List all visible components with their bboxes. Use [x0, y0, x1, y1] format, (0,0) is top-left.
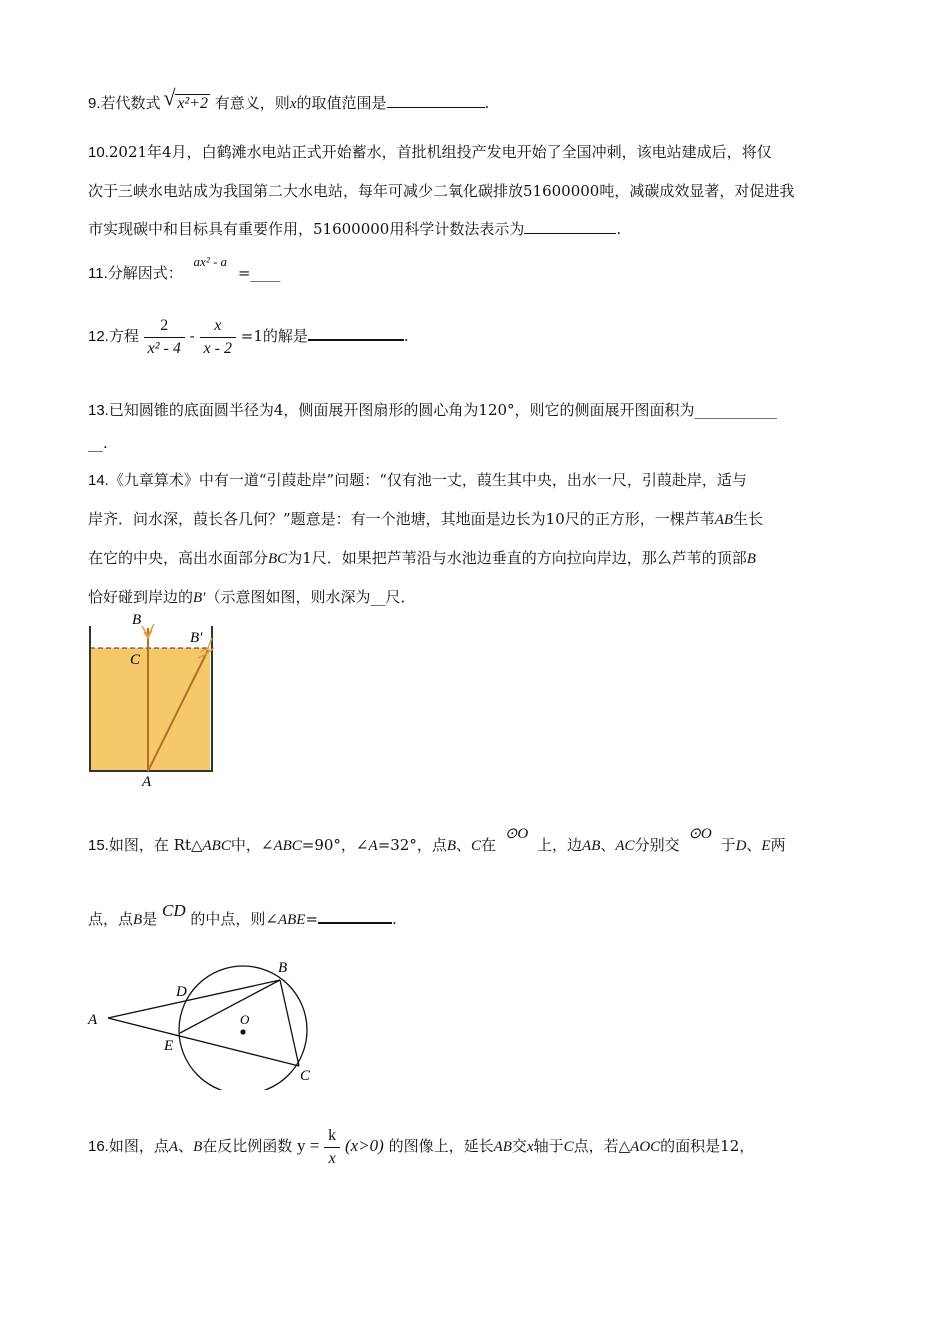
answer-blank[interactable] — [387, 93, 485, 108]
label-B: B — [278, 960, 288, 976]
label-E: E — [164, 1038, 174, 1054]
answer-blank[interactable] — [524, 219, 616, 234]
label-A: A — [142, 774, 152, 788]
circle-O — [179, 966, 307, 1090]
answer-blank[interactable] — [308, 325, 404, 341]
question-16: 16.如图，点A、B在反比例函数 y = $\frac{k}{x}$ (x>0) 的图像上，延长AB交x轴于C点，若△AOC的面积是12， — [88, 1122, 868, 1171]
center-point — [240, 1029, 245, 1034]
question-11: 11.分解因式： ax² - a =____ — [88, 254, 281, 282]
label-C: C — [300, 1068, 311, 1084]
pond-reed-diagram — [80, 608, 230, 788]
sqrt-expression: √ x²+2 — [165, 85, 210, 123]
fraction-2: $\frac{x}{x - 2}$ — [200, 315, 236, 360]
water-area — [90, 648, 210, 770]
label-A: A — [88, 1012, 98, 1028]
line-AB — [108, 980, 280, 1018]
answer-blank[interactable] — [318, 908, 392, 924]
fraction-1: $\frac{2}{\text{x² - 4}}$ — [144, 315, 185, 360]
label-B-prime: B′ — [190, 630, 203, 646]
line-BC — [280, 980, 299, 1066]
label-C: C — [130, 652, 141, 668]
question-15-line2: 点，点B是 CD 的中点，则∠ABE= . — [88, 901, 397, 928]
fraction-k-over-x: $\frac{k}{x}$ — [324, 1125, 340, 1170]
arc-CD: CD — [161, 901, 186, 920]
question-15: 15.如图，在 Rt△ABC中，∠ABC=90°，∠A=32°，点B、C在 ⊙O 上，边AB、AC分别交 ⊙O 于D、E两 — [88, 826, 786, 854]
label-O: O — [240, 1012, 250, 1027]
circle-triangle-diagram — [80, 950, 330, 1090]
question-10: 10.2021年4月，白鹤滩水电站正式开始蓄水，首批机组投产发电开始了全国冲刺，该电站建成后，将仅 次于三峡水电站成为我国第二大水电站，每年可减少二氧化碳排放51600000吨，减碳成效显著，对促进我 市实现碳中和目标具有重要作用，51600000用科学计数法表示为 . — [88, 143, 795, 238]
question-12: 12.方程 $\frac{2}{\text{x² - 4}}$ - $\frac{x}{x - 2}$ =1的解是 . — [88, 312, 868, 361]
label-D: D — [176, 984, 187, 1000]
question-9: 9.若代数式 √ x²+2 有意义，则x的取值范围是 . — [88, 84, 868, 123]
label-B: B — [132, 612, 142, 628]
question-13: 13.已知圆锥的底面圆半径为4，侧面展开图扇形的圆心角为120°，则它的侧面展开图面积为___________ __. — [88, 401, 778, 452]
question-14: 14.《九章算术》中有一道“引葭赴岸”问题：“仅有池一丈，葭生其中央，出水一尺，引葭赴岸，适与 岸齐．问水深，葭长各几何？”题意是：有一个池塘，其地面是边长为10尺的正方形，一棵芦苇AB生长 在它的中央，高出水面部分BC为1尺．如果把芦苇沿与水池边垂直的方向拉向岸边，那么芦苇的顶部B 恰好碰到岸边的B′（示意图如图，则水深为__尺． — [88, 471, 764, 606]
line-AC — [108, 1018, 299, 1066]
